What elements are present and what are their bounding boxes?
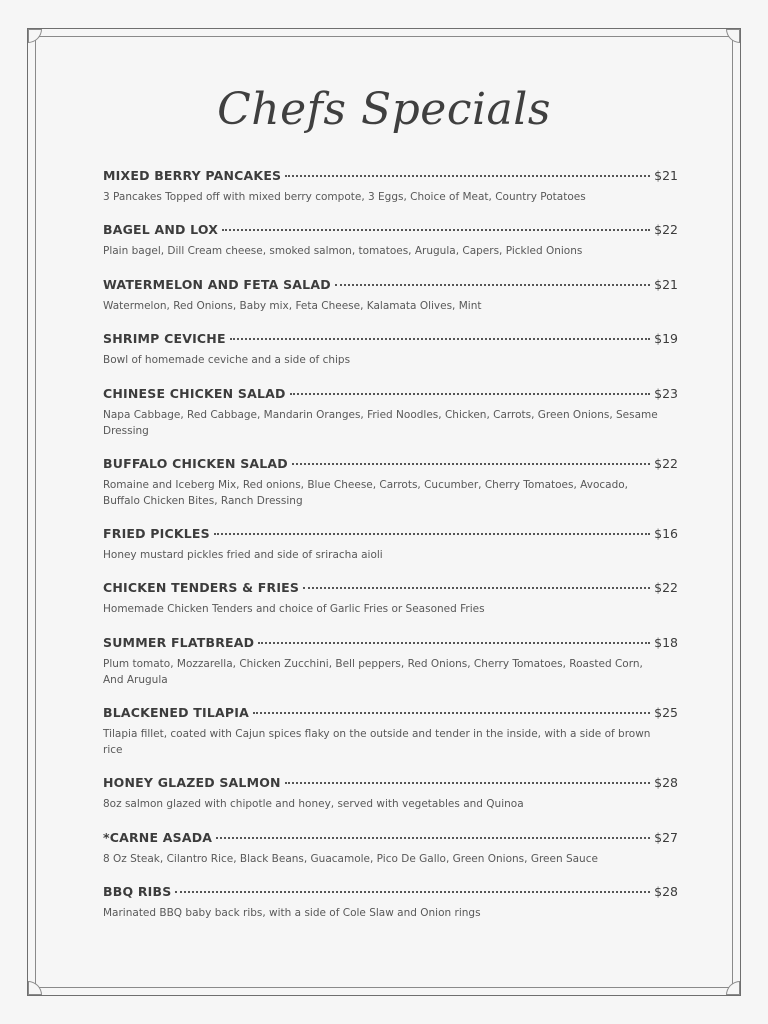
item-price: $25 (654, 705, 678, 720)
dot-leader (253, 710, 650, 714)
item-price: $23 (654, 386, 678, 401)
item-description: Bowl of homemade ceviche and a side of chips (103, 354, 351, 366)
menu-item (103, 456, 678, 509)
menu-item (103, 331, 678, 368)
menu-title: Chefs Specials (217, 84, 551, 135)
menu-item (103, 222, 678, 259)
item-description: Watermelon, Red Onions, Baby mix, Feta Cheese, Kalamata Olives, Mint (103, 300, 482, 312)
item-description: 8oz salmon glazed with chipotle and honey, served with vegetables and Quinoa (103, 798, 524, 810)
menu-item (103, 775, 678, 812)
item-description: Marinated BBQ baby back ribs, with a side of Cole Slaw and Onion rings (103, 907, 481, 919)
item-description: Napa Cabbage, Red Cabbage, Mandarin Oranges, Fried Noodles, Chicken, Carrots, Green Onions, Sesame Dressing (103, 409, 658, 437)
item-name: BBQ RIBS (103, 884, 172, 899)
menu-item (103, 705, 678, 758)
dot-leader (222, 227, 650, 231)
dot-leader (285, 780, 650, 784)
item-price: $21 (654, 277, 678, 292)
dot-leader (175, 889, 650, 893)
menu-item (103, 830, 678, 867)
dot-leader (214, 531, 650, 535)
item-description: Plum tomato, Mozzarella, Chicken Zucchini, Bell peppers, Red Onions, Cherry Tomatoes, Roasted Corn, And Arugula (103, 658, 643, 686)
item-price: $28 (654, 884, 678, 899)
item-name: SHRIMP CEVICHE (103, 331, 226, 346)
item-description: 3 Pancakes Topped off with mixed berry compote, 3 Eggs, Choice of Meat, Country Potatoes (103, 191, 586, 203)
dot-leader (335, 282, 650, 286)
item-description: Tilapia fillet, coated with Cajun spices flaky on the outside and tender in the inside, with a side of brown rice (103, 728, 651, 756)
item-price: $22 (654, 456, 678, 471)
menu-item (103, 526, 678, 563)
dot-leader (292, 461, 650, 465)
menu-item (103, 580, 678, 617)
menu-item (103, 635, 678, 688)
dot-leader (290, 391, 651, 395)
item-description: 8 Oz Steak, Cilantro Rice, Black Beans, Guacamole, Pico De Gallo, Green Onions, Green Sauce (103, 853, 598, 865)
dot-leader (258, 640, 650, 644)
item-name: CHINESE CHICKEN SALAD (103, 386, 286, 401)
item-name: FRIED PICKLES (103, 526, 210, 541)
item-price: $22 (654, 580, 678, 595)
menu-item (103, 884, 678, 921)
item-price: $18 (654, 635, 678, 650)
dot-leader (216, 835, 650, 839)
item-price: $27 (654, 830, 678, 845)
menu-item (103, 168, 678, 205)
dot-leader (285, 173, 650, 177)
item-name: BUFFALO CHICKEN SALAD (103, 456, 288, 471)
item-price: $21 (654, 168, 678, 183)
item-name: SUMMER FLATBREAD (103, 635, 255, 650)
menu-item (103, 277, 678, 314)
item-description: Plain bagel, Dill Cream cheese, smoked salmon, tomatoes, Arugula, Capers, Pickled Onions (103, 245, 583, 257)
item-description: Romaine and Iceberg Mix, Red onions, Blue Cheese, Carrots, Cucumber, Cherry Tomatoes, Avocado, Buffalo Chicken Bites, Ranch Dressing (103, 479, 628, 507)
item-description: Homemade Chicken Tenders and choice of Garlic Fries or Seasoned Fries (103, 603, 485, 615)
item-name: WATERMELON AND FETA SALAD (103, 277, 331, 292)
item-name: MIXED BERRY PANCAKES (103, 168, 282, 183)
dot-leader (230, 336, 650, 340)
item-name: *CARNE ASADA (103, 830, 213, 845)
item-description: Honey mustard pickles fried and side of sriracha aioli (103, 549, 383, 561)
item-price: $28 (654, 775, 678, 790)
item-price: $22 (654, 222, 678, 237)
item-name: HONEY GLAZED SALMON (103, 775, 281, 790)
item-price: $19 (654, 331, 678, 346)
dot-leader (303, 585, 650, 589)
menu-item (103, 386, 678, 439)
item-name: CHICKEN TENDERS & FRIES (103, 580, 300, 595)
item-name: BLACKENED TILAPIA (103, 705, 249, 720)
item-price: $16 (654, 526, 678, 541)
item-name: BAGEL AND LOX (103, 222, 219, 237)
